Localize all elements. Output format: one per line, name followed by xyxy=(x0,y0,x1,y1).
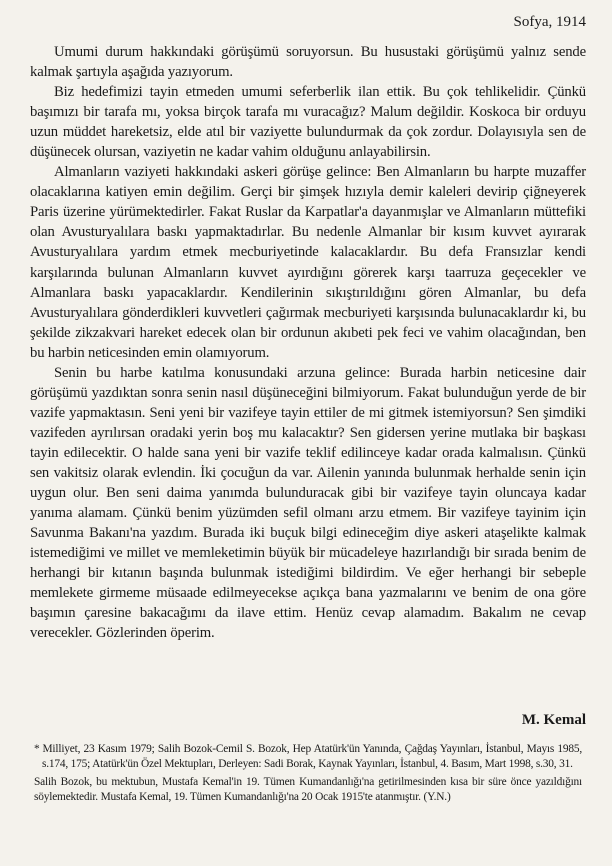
place-date: Sofya, 1914 xyxy=(513,14,586,30)
footnote-marker: * xyxy=(34,743,40,755)
letter-paragraph-4: Senin bu harbe katılma konusundaki arzuna gelince: Burada harbin neticesine dair görüşümü yazdıktan sonra senin nasıl düşüneceğini bilmiyorum. Fakat bulunduğun yerde de bir vazife yapmaktasın. Seni yeni bir vazifeye tayin ettiler de mi gitmek istemiyorsun? Sen şimdiki vazifeden ayrılırsan oradaki yerin boş mu kalacaktır? Sen gidersen yerine mutlaka bir başkası tayin edilecektir. O halde sana yeni bir vazife teklif edilinceye kadar orada kalmalısın. Çünkü sen vakitsiz olarak evlendin. İki çocuğun da var. Ailenin yanında bulunmak herhalde senin için uygun olur. Ben seni daima yanımda bulunduracak gibi bir vazifeye tayin oluncaya kadar yanıma alamam. Çünkü benim yüzümden sefil olmanı arzu etmem. Bir vazifeye tayinim için Savunma Bakanı'na yazdım. Burada iki buçuk bilgi edineceğim diye askeri ataşelikte kalmak istemediğimi ve millet ve memleketimin büyük bir mücadeleye hazırlandığı bir sırada benim de herhangi bir kıtanın başında bulunmak istediğimi bildirdim. Ve eğer herhangi bir sebeple memlekete girmeme müsaade edilmeyecekse açıkça bana yazmalarını ve benim de ona göre başımın çaresine bakacağımı da ilave ettim. Henüz cevap alamadım. Bakalım ne cevap verecekler. Gözlerinden öperim. xyxy=(30,364,586,642)
letter-paragraph-1: Umumi durum hakkındaki görüşümü soruyorsun. Bu husustaki görüşümü yalnız sende kalmak şartıyla aşağıda yazıyorum. xyxy=(30,44,586,81)
footnotes xyxy=(34,742,582,805)
letter-paragraph-3: Almanların vaziyeti hakkındaki askeri görüşe gelince: Ben Almanların bu harpte muzaffer olacaklarına katiyen emin değilim. Gerçi bir şimşek hızıyla demir kaleleri devirip çiğneyerek Paris üzerine yürümektedirler. Fakat Ruslar da Karpatlar'a dayanmışlar ve Almanların müttefiki olan Avusturyalılara baskı yapmaktadırlar. Bu nedenle Almanlar bir kısım kuvvet ayırarak Avusturyalılara yardım etmek mecburiyetinde kalacaklardır. Bu defa Fransızlar kendi karşılarında bulunan Almanların kuvvet ayırdığını görerek karşı taarruza geçecekler ve Almanlara baskı yapacaklardır. Kendilerinin sıkıştırıldığını gören Almanlar, bu defa Avusturyalılara gönderdikleri kuvvetleri çağırmak mecburiyeti karşısında bulunacaklardır ki, bu şekilde zikzakvari hareket edecek olan bir ordunun akıbeti pek feci ve vahim olacağından, ben bu harbin neticesinden emin olamıyorum. xyxy=(30,164,586,361)
letter-paragraph-2: Biz hedefimizi tayin etmeden umumi seferberlik ilan ettik. Bu çok tehlikelidir. Çünkü başımızı bir tarafa mı, yoksa birçok tarafa mı vuracağız? Malum değildir. Koskoca bir orduyu uzun müddet hareketsiz, elde atıl bir vaziyette bulundurmak da çok zordur. Dolayısıyla sen de düşünecek olursan, vaziyetin ne kadar vahim olduğunu anlayabilirsin. xyxy=(30,84,586,161)
signature: M. Kemal xyxy=(521,712,586,728)
footnote-note: Salih Bozok, bu mektubun, Mustafa Kemal'in 19. Tümen Kumandanlığı'na getirilmesinden kısa bir süre önce yazıldığını söylemektedir. Mustafa Kemal, 19. Tümen Kumandanlığı'na 20 Ocak 1915'te atanmıştır. (Y.N.) xyxy=(34,775,582,803)
letter-body xyxy=(30,42,586,643)
footnote-source-text: Milliyet, 23 Kasım 1979; Salih Bozok-Cemil S. Bozok, Hep Atatürk'ün Yanında, Çağdaş Yayınları, İstanbul, Mayıs 1985, s.174, 175; Atatürk'ün Özel Mektupları, Derleyen: Sadi Borak, Kaynak Yayınları, İstanbul, 4. Basım, Mart 1998, s.30, 31. xyxy=(42,743,582,770)
footnote-source xyxy=(34,742,582,772)
